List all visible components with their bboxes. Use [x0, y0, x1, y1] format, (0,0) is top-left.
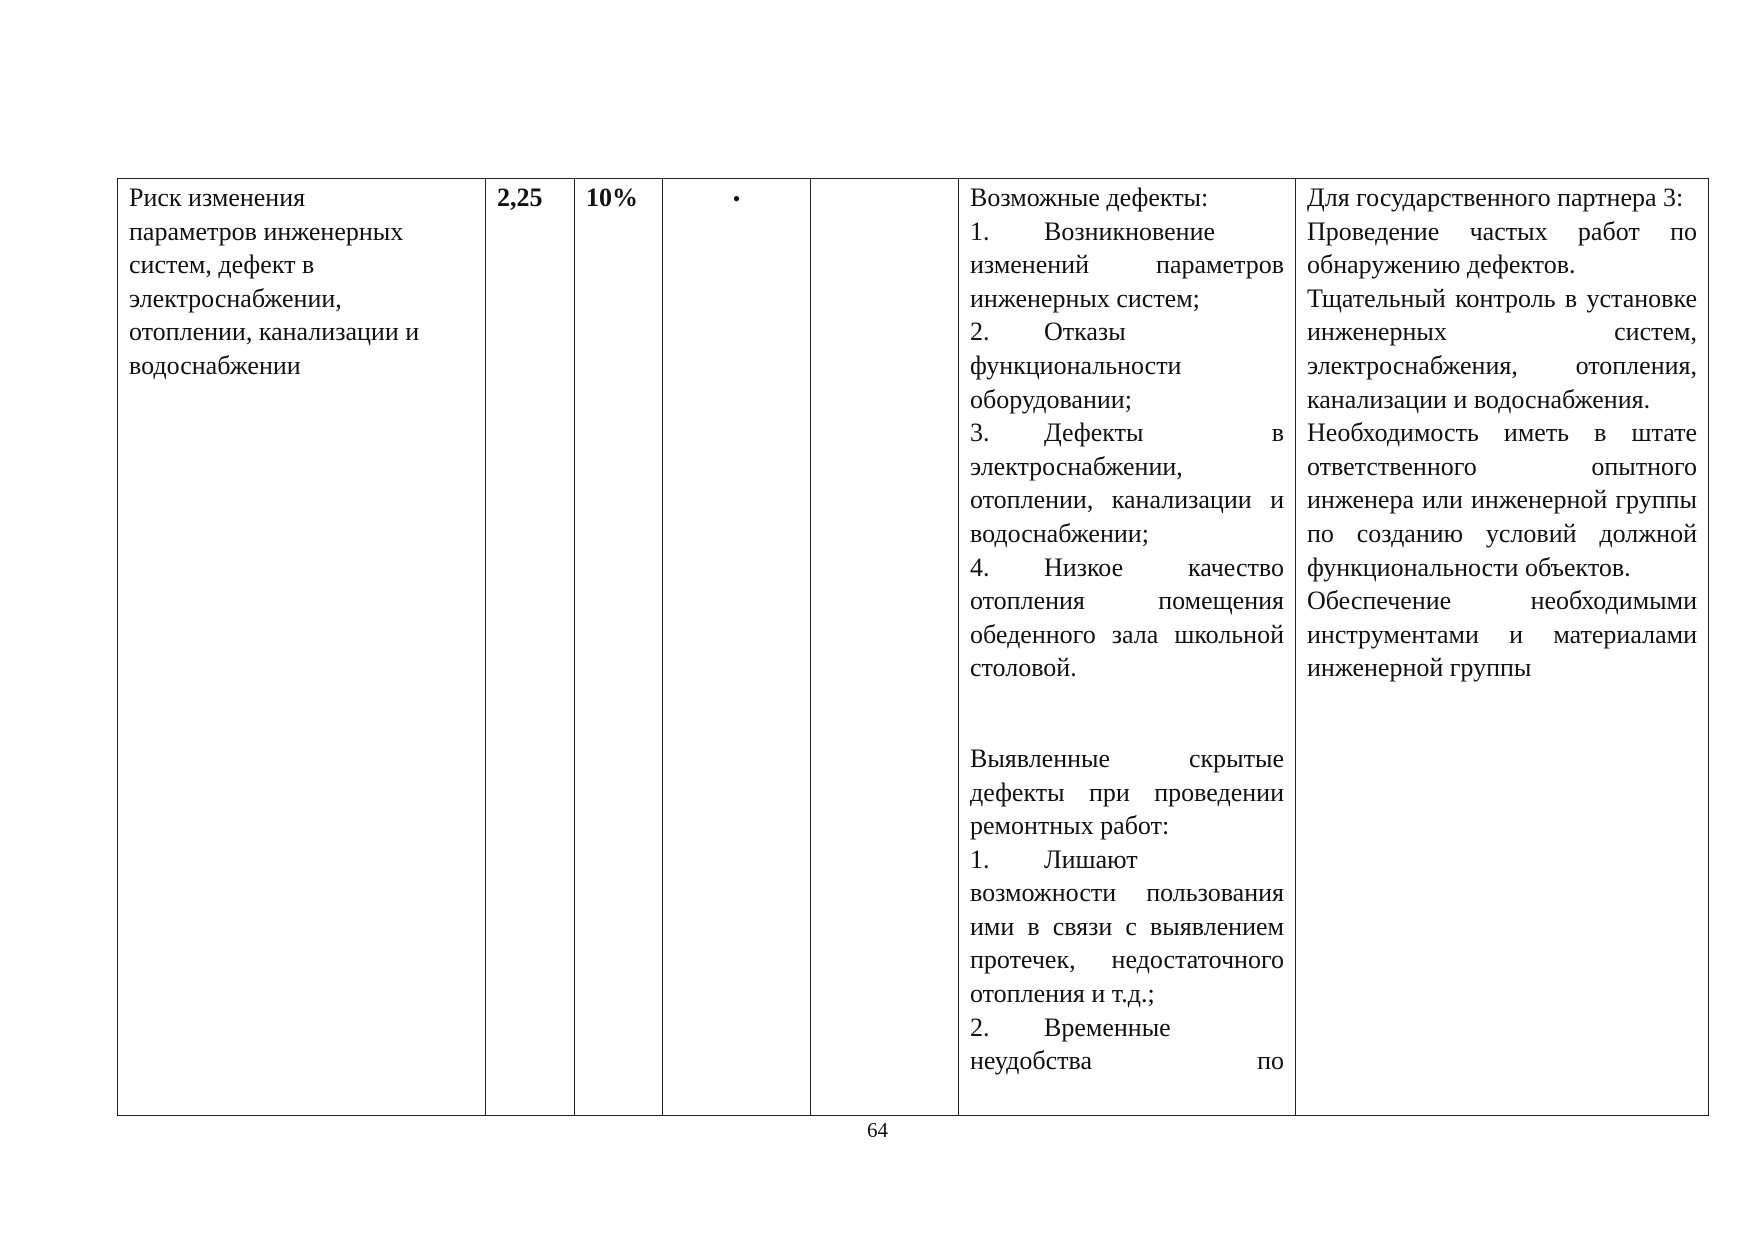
measures-list	[1307, 215, 1697, 685]
list-item-number: 1.	[970, 216, 990, 246]
list-item-number: 1.	[970, 844, 990, 874]
defects-cell	[959, 179, 1296, 1116]
percent-cell	[575, 179, 663, 1116]
list-item	[970, 416, 1284, 550]
risk-name-line: Риск изменения	[129, 183, 306, 212]
page-number: 64	[867, 1118, 888, 1142]
list-item-number: 2.	[970, 1012, 990, 1042]
risk-name	[129, 181, 474, 383]
list-item	[970, 215, 1284, 316]
list-item	[970, 551, 1284, 685]
defects-heading: Возможные дефекты:	[970, 183, 1209, 212]
risk-name-line: отоплении, канализации и	[129, 317, 420, 347]
measure-paragraph: Необходимость иметь в штате ответственного опытного инженера или инженерной группы по созданию условий должной функциональности объектов.	[1307, 418, 1697, 582]
list-item-number: 2.	[970, 317, 990, 347]
risk-name-line: водоснабжении	[129, 350, 301, 380]
list-item-text: Отказы функциональности оборудовании;	[970, 317, 1182, 414]
measures-intro: Для государственного партнера 3:	[1307, 183, 1684, 212]
list-item	[970, 315, 1284, 416]
list-item-text: Временные неудобства по	[970, 1012, 1284, 1076]
list-item-text: Низкое качество отопления помещения обеденного зала школьной столовой.	[970, 552, 1284, 683]
score-cell	[486, 179, 575, 1116]
list-item-number: 3.	[970, 418, 990, 448]
hidden-defects-heading: Выявленные скрытые дефекты при проведении ремонтных работ:	[970, 743, 1284, 841]
risk-name-line: электроснабжении,	[129, 283, 342, 313]
empty-cell	[811, 179, 959, 1116]
risk-table	[117, 178, 1709, 1116]
risk-percent: 10%	[586, 183, 638, 212]
hidden-defects-list	[970, 843, 1284, 1078]
defects-list	[970, 215, 1284, 685]
list-item-text: Дефекты в электроснабжении, отоплении, канализации и водоснабжении;	[970, 418, 1284, 548]
risk-name-cell	[118, 179, 486, 1116]
marker-cell	[663, 179, 811, 1116]
measure-paragraph: Проведение частых работ по обнаружению дефектов.	[1307, 216, 1697, 280]
table-row	[118, 179, 1709, 1116]
list-item-text: Возникновение изменений параметров инженерных систем;	[970, 216, 1284, 313]
list-item-text: Лишают возможности пользования ими в связи с выявлением протечек, недостаточного отопления и т.д.;	[970, 844, 1284, 1009]
bullet-marker: •	[732, 186, 741, 211]
list-item	[970, 1011, 1284, 1078]
spacer	[970, 685, 1284, 742]
risk-score: 2,25	[497, 183, 543, 212]
measures-cell	[1296, 179, 1709, 1116]
measure-paragraph: Тщательный контроль в установке инженерных систем, электроснабжения, отопления, канализации и водоснабжения.	[1307, 283, 1697, 414]
risk-name-line: систем, дефект в	[129, 250, 315, 280]
measure-paragraph: Обеспечение необходимыми инструментами и материалами инженерной группы	[1307, 586, 1697, 683]
list-item-number: 4.	[970, 552, 990, 582]
risk-name-line: параметров инженерных	[129, 216, 404, 246]
list-item	[970, 843, 1284, 1011]
